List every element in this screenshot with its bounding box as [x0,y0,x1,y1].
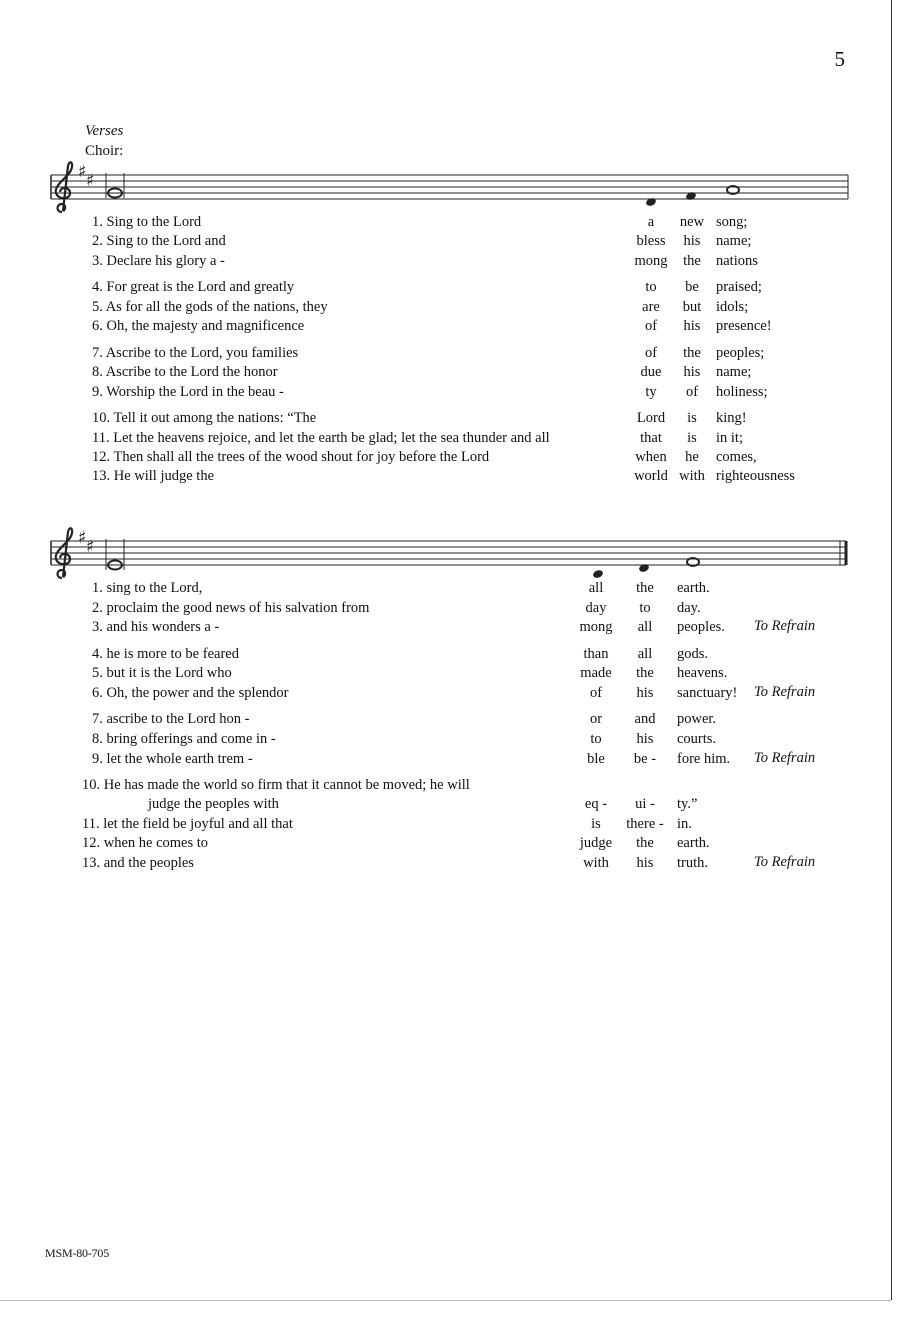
verse-text: 13. and the peoples [82,855,194,871]
verse-syllable: there - [626,816,664,832]
breve-note-icon [106,173,124,198]
verse-syllable: be [685,279,699,295]
verse-syllable: but [682,299,702,315]
verse-syllable: nations [716,253,758,269]
verse-syllable: with [583,855,609,871]
to-refrain-cue: To Refrain [754,854,816,870]
verse-syllable: due [640,364,662,380]
quarter-note-icon [685,191,697,201]
verse-syllable: be - [633,751,657,767]
verse-text: 5. but it is the Lord who [92,665,232,681]
verse-syllable: holiness; [716,384,768,400]
verse-syllable: day [585,600,607,616]
verse-syllable: is [591,816,601,832]
verse-syllable: the [683,345,701,361]
verse-text: 3. and his wonders a - [92,619,220,635]
page-number: 5 [834,47,845,71]
sharp-f-icon: ♯ [78,162,87,182]
verse-syllable: eq - [584,796,608,812]
verse-syllable: peoples; [716,345,765,361]
to-refrain-cue: To Refrain [754,684,816,700]
verse-syllable: his [683,233,701,249]
music-staff-2 [46,526,852,586]
verse-text: 11. let the field be joyful and all that [82,816,293,832]
verse-syllable: fore him. [677,751,731,767]
verse-syllable: all [637,646,653,662]
verse-syllable: when [635,449,667,465]
verse-text: 1. Sing to the Lord [92,214,202,230]
verse-text: judge the peoples with [148,796,279,812]
verse-syllable: made [580,665,612,681]
verse-syllable: all [588,580,604,596]
verse-syllable: all [637,619,653,635]
verse-text: 4. For great is the Lord and greatly [92,279,295,295]
voice-label: Choir: [85,143,124,159]
verse-syllable: ty.” [677,796,698,812]
verse-syllable: courts. [677,731,717,747]
verse-text: 6. Oh, the power and the splendor [92,685,289,701]
verse-syllable: peoples. [677,619,725,635]
verse-text: 6. Oh, the majesty and magnificence [92,318,305,334]
verse-syllable: he [685,449,699,465]
verse-syllable: his [683,318,701,334]
verse-text: 8. bring offerings and come in - [92,731,276,747]
verse-syllable: new [679,214,705,230]
verse-syllable: truth. [677,855,709,871]
verse-syllable: world [634,468,668,484]
sharp-c-icon: ♯ [86,537,95,557]
verse-text: 10. Tell it out among the nations: “The [92,410,317,426]
verse-text: 2. Sing to the Lord and [92,233,226,249]
verse-syllable: righteousness [716,468,795,484]
quarter-note-icon [645,197,657,207]
verse-text: 3. Declare his glory a - [92,253,225,269]
verse-text: 12. Then shall all the trees of the wood shout for joy before the Lord [92,449,490,465]
verse-text: 1. sing to the Lord, [92,580,203,596]
verse-syllable: is [687,430,697,446]
verse-syllable: of [644,318,658,334]
verse-syllable: to [590,731,602,747]
verse-syllable: than [583,646,609,662]
verse-syllable: day. [677,600,701,616]
verse-text: 2. proclaim the good news of his salvation from [92,600,370,616]
verse-text: 7. ascribe to the Lord hon - [92,711,250,727]
verse-syllable: of [589,685,603,701]
page-bottom-edge [0,1300,891,1301]
verse-text: 5. As for all the gods of the nations, they [92,299,328,315]
verse-syllable: ty [645,384,657,400]
verse-syllable: his [636,685,654,701]
verse-text: 9. let the whole earth trem - [92,751,253,767]
quarter-note-icon [592,569,604,579]
verse-syllable: praised; [716,279,762,295]
verse-text: 4. he is more to be feared [92,646,239,662]
verse-syllable: or [589,711,603,727]
verse-syllable: song; [716,214,748,230]
verse-syllable: to [639,600,651,616]
verse-syllable: his [683,364,701,380]
to-refrain-cue: To Refrain [754,618,816,634]
verse-syllable: that [640,430,662,446]
verse-syllable: mong [579,619,613,635]
verse-syllable: his [636,731,654,747]
verse-syllable: is [687,410,697,426]
section-heading: Verses [85,123,124,139]
verse-syllable: the [683,253,701,269]
verse-syllable: are [642,299,660,315]
verse-syllable: and [634,711,656,727]
verse-syllable: idols; [716,299,749,315]
sharp-c-icon: ♯ [86,171,95,191]
verse-syllable: power. [677,711,717,727]
verse-syllable: name; [716,364,752,380]
verse-syllable: gods. [677,646,709,662]
verse-syllable: in. [677,816,692,832]
verse-syllable: the [636,580,654,596]
verse-text: 12. when he comes to [82,835,209,851]
verse-text: 13. He will judge the [92,468,215,484]
quarter-note-icon [638,563,650,573]
verse-text: 8. Ascribe to the Lord the honor [92,364,278,380]
sharp-f-icon: ♯ [78,528,87,548]
verse-syllable: the [636,665,654,681]
verse-syllable: sanctuary! [677,685,738,701]
verse-syllable: name; [716,233,752,249]
verse-syllable: king! [716,410,747,426]
verse-syllable: ble [587,751,605,767]
verse-syllable: ui - [635,796,655,812]
verse-syllable: presence! [716,318,772,334]
verse-syllable: of [685,384,699,400]
verse-syllable: heavens. [677,665,728,681]
verse-text: 10. He has made the world so firm that it cannot be moved; he will [82,777,470,793]
verse-text: 7. Ascribe to the Lord, you families [92,345,299,361]
verse-syllable: earth. [677,580,710,596]
verse-syllable: the [636,835,654,851]
verse-syllable: of [644,345,658,361]
verse-syllable: comes, [716,449,757,465]
verse-syllable: a [647,214,655,230]
verse-syllable: judge [579,835,613,851]
verse-syllable: Lord [636,410,666,426]
verse-syllable: his [636,855,654,871]
music-staff-1 [46,160,852,220]
verse-syllable: mong [634,253,668,269]
to-refrain-cue: To Refrain [754,750,816,766]
verse-text: 11. Let the heavens rejoice, and let the earth be glad; let the sea thunder and all [92,430,550,446]
catalog-number: MSM-80-705 [45,1246,110,1260]
verse-syllable: earth. [677,835,710,851]
verse-syllable: to [645,279,657,295]
verse-text: 9. Worship the Lord in the beau - [92,384,284,400]
verse-syllable: in it; [716,430,743,446]
verse-syllable: bless [636,233,666,249]
verse-syllable: with [679,468,705,484]
